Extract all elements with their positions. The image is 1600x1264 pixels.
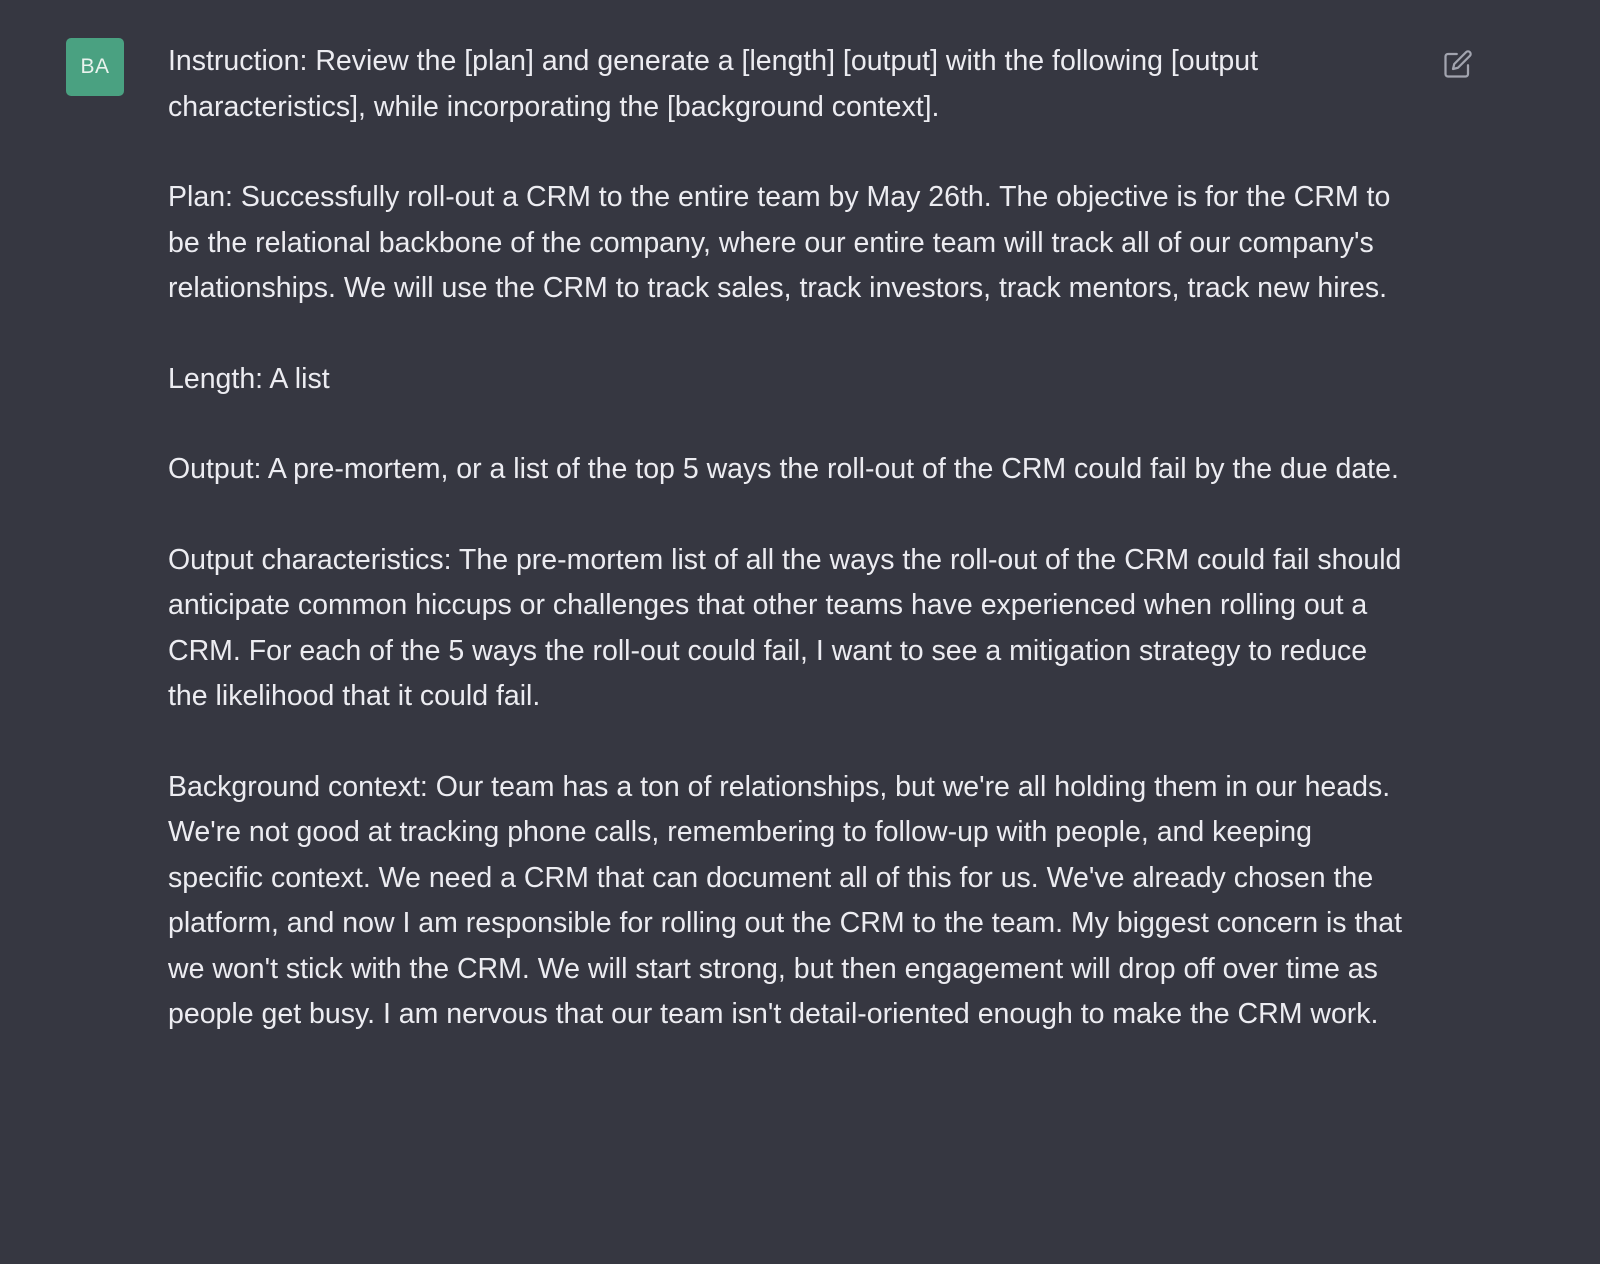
avatar-initials: BA [80, 55, 110, 78]
message-paragraph-length: Length: A list [168, 362, 330, 395]
message-paragraph-background-context: Background context: Our team has a ton of relationships, but we're all holding them in our heads. We're not good at tracking phone calls, remembering to follow-up with people, and keeping specific context. We need a CRM that can document all of this for us. We've already chosen the platform, and now I am responsible for rolling out the CRM to the team. My biggest concern is that we won't stick with the CRM. We will start strong, but then engagement will drop off over time as people get busy. I am nervous that our team isn't detail-oriented enough to make the CRM work. [168, 770, 1403, 1030]
edit-message-button[interactable] [1443, 49, 1473, 79]
avatar [66, 38, 124, 96]
message-paragraph-plan: Plan: Successfully roll-out a CRM to the entire team by May 26th. The objective is for the CRM to be the relational backbone of the company, where our entire team will track all of our company's relationships. We will use the CRM to track sales, track investors, track mentors, track new hires. [168, 181, 1391, 304]
edit-pencil-square-icon [1443, 49, 1473, 79]
message-paragraph-output-characteristics: Output characteristics: The pre-mortem list of all the ways the roll-out of the CRM could fail should anticipate common hiccups or challenges that other teams have experienced when rolling out a CRM. For each of the 5 ways the roll-out could fail, I want to see a mitigation strategy to reduce the likelihood that it could fail. [168, 543, 1402, 712]
message-paragraph-instruction: Instruction: Review the [plan] and generate a [length] [output] with the following [output characteristics], while incorporating the [background context]. [168, 45, 1259, 123]
message-paragraph-output: Output: A pre-mortem, or a list of the top 5 ways the roll-out of the CRM could fail by the due date. [168, 453, 1399, 485]
message-content [168, 38, 1411, 1038]
